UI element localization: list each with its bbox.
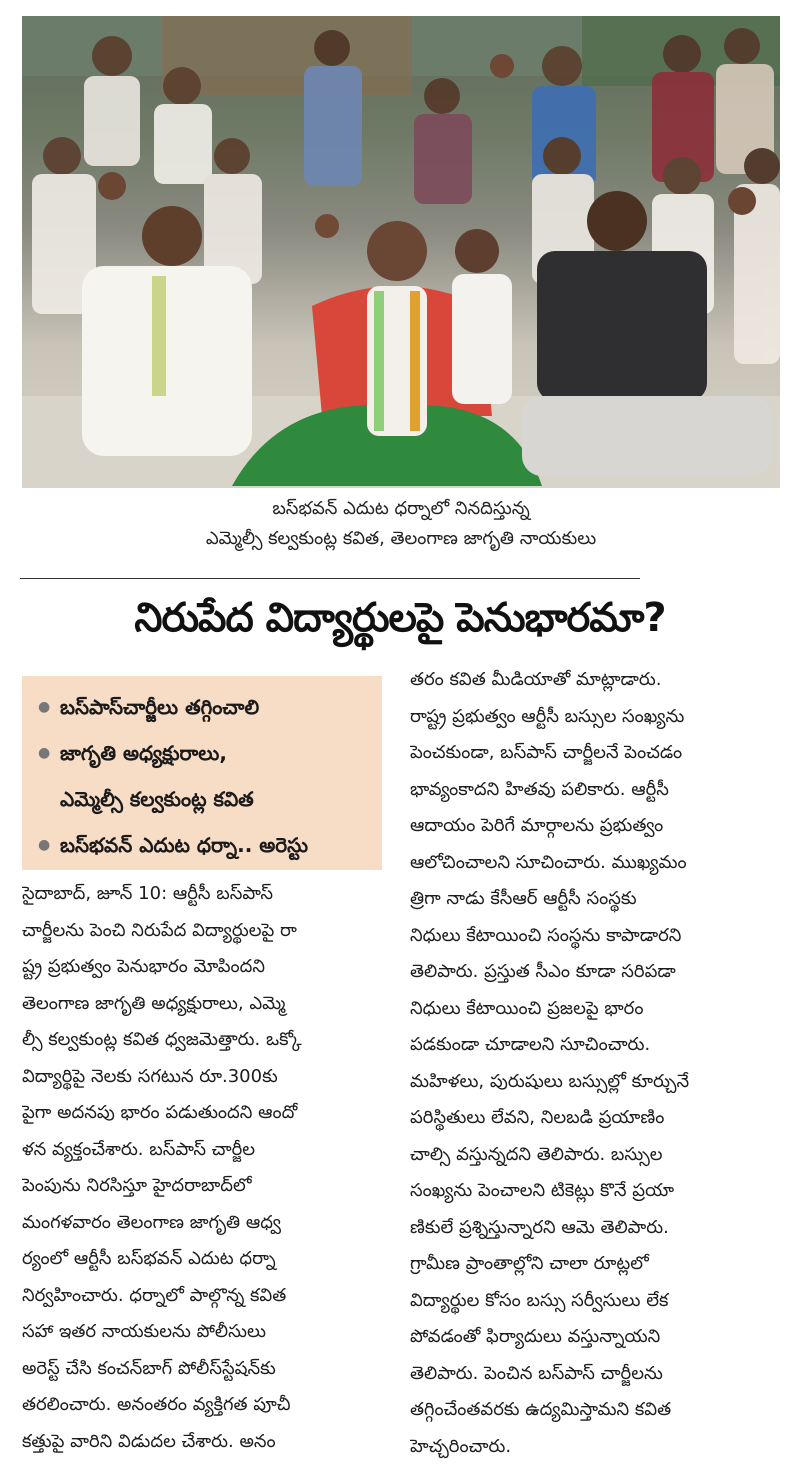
body-line: ర్యంలో ఆర్టీసీ బస్‌భవన్‌ ఎదుట ధర్నా (22, 1248, 276, 1269)
body-line: తరలించారు. అనంతరం వ్యక్తిగత పూచీ (22, 1394, 291, 1415)
bullet-icon: ● (38, 745, 51, 761)
body-line: తెలిపారు. పెంచిన బస్‌పాస్‌ చార్జీలను (410, 1362, 663, 1384)
highlight-item (38, 776, 372, 822)
caption-line-2: ఎమ్మెల్సీ కల్వకుంట్ల కవిత, తెలంగాణ జాగృతి నాయకులు (205, 528, 597, 549)
highlight-text: బస్‌భవన్‌ ఎదుట ధర్నా.. అరెస్టు (60, 833, 309, 857)
body-line: తెలిపారు. ప్రస్తుత సీఎం కూడా సరిపడా (410, 961, 676, 982)
body-line: చాల్సి వస్తున్నదని తెలిపారు. బస్సుల (410, 1143, 663, 1165)
body-line: నిధులు కేటాయించి సంస్థను కాపాడారని (410, 924, 682, 946)
body-line: తెలంగాణ జాగృతి అధ్యక్షురాలు, ఎమ్మె (22, 992, 286, 1014)
body-line: మహిళలు, పురుషులు బస్సుల్లో కూర్చునే (410, 1070, 690, 1092)
highlight-text: ఎమ్మెల్సీ కల్వకుంట్ల కవిత (60, 787, 254, 811)
caption-divider (20, 578, 640, 579)
body-line: తరం కవిత మీడియాతో మాట్లాడారు. (410, 669, 662, 690)
body-line: సహా ఇతర నాయకులను పోలీసులు (22, 1321, 266, 1342)
body-line: తగ్గించేంతవరకు ఉద్యమిస్తామని కవిత (410, 1399, 672, 1420)
body-column-right (410, 662, 782, 1465)
body-line: అరెస్ట్‌ చేసి కంచన్‌బాగ్‌ పోలీస్‌స్టేషన్‌కు (22, 1357, 276, 1379)
body-line: ఆలోచించాలని సూచించారు. ముఖ్యమం (410, 851, 687, 873)
body-line: ల్సీ కల్వకుంట్ల కవిత ధ్వజమెత్తారు. ఒక్కో (22, 1029, 302, 1050)
body-line: విద్యార్థిపై నెలకు సగటున రూ.300కు (22, 1065, 278, 1087)
highlights-box (22, 676, 382, 870)
body-line: కత్తుపై వారిని విడుదల చేశారు. అనం (22, 1430, 276, 1452)
caption-line-1: బస్‌భవన్‌ ఎదుట ధర్నాలో నినదిస్తున్న (272, 498, 530, 519)
body-line: నిధులు కేటాయించి ప్రజలపై భారం (410, 997, 644, 1019)
highlight-item (38, 730, 372, 776)
body-line: నిర్వహించారు. ధర్నాలో పాల్గొన్న కవిత (22, 1284, 287, 1306)
body-line: పోవడంతో ఫిర్యాదులు వస్తున్నాయని (410, 1326, 661, 1347)
body-line: ణికులే ప్రశ్నిస్తున్నారని ఆమె తెలిపారు. (410, 1216, 669, 1238)
body-line: పెంచకుండా, బస్‌పాస్‌ చార్జీలనే పెంచడం (410, 742, 683, 763)
highlight-item (38, 822, 372, 868)
highlight-text: బస్‌పాస్‌చార్జీలు తగ్గించాలి (60, 695, 260, 719)
body-line: విద్యార్థుల కోసం బస్సు సర్వీసులు లేక (410, 1289, 669, 1311)
body-line: రాష్ట్ర ప్రభుత్వం ఆర్టీసీ బస్సుల సంఖ్యను (410, 705, 685, 727)
photo-caption (22, 494, 780, 554)
body-line: పడకుండా చూడాలని సూచించారు. (410, 1034, 651, 1055)
body-line: ష్ట్ర ప్రభుత్వం పెనుభారం మోపిందని (22, 956, 265, 977)
body-line: మంగళవారం తెలంగాణ జాగృతి ఆధ్వ (22, 1211, 282, 1233)
body-line: భావ్యంకాదని హితవు పలికారు. ఆర్టీసీ (410, 778, 669, 800)
highlight-text: జాగృతి అధ్యక్షురాలు, (60, 741, 227, 765)
body-line: పెంపును నిరసిస్తూ హైదరాబాద్‌లో (22, 1175, 252, 1196)
body-line: సైదాబాద్‌, జూన్‌ 10: ఆర్టీసీ బస్‌పాస్‌ (22, 883, 274, 904)
body-line: ఆదాయం పెరిగే మార్గాలను ప్రభుత్వం (410, 815, 664, 836)
headline: నిరుపేద విద్యార్థులపై పెనుభారమా? (134, 595, 666, 641)
body-line: హెచ్చరించారు. (410, 1435, 512, 1457)
body-line: త్రిగా నాడు కేసీఆర్‌ ఆర్టీసీ సంస్థకు (410, 888, 637, 909)
protest-photo (22, 16, 780, 488)
body-line: ళన వ్యక్తంచేశారు. బస్‌పాస్‌ చార్జీల (22, 1138, 256, 1160)
body-line: సంఖ్యను పెంచాలని టికెట్లు కొనే ప్రయా (410, 1180, 674, 1201)
body-column-left (22, 876, 382, 1460)
protest-photo-illustration (22, 16, 780, 488)
body-line: గ్రామీణ ప్రాంతాల్లోని చాలా రూట్లలో (410, 1253, 649, 1274)
bullet-icon: ● (38, 699, 51, 715)
body-line: పరిస్థితులు లేవని, నిలబడి ప్రయాణిం (410, 1107, 665, 1128)
body-line: పైగా అదనపు భారం పడుతుందని ఆందో (22, 1102, 298, 1123)
highlight-item (38, 684, 372, 730)
bullet-icon: ● (38, 837, 51, 853)
body-line: చార్జీలను పెంచి నిరుపేద విద్యార్థులపై రా (22, 919, 297, 941)
